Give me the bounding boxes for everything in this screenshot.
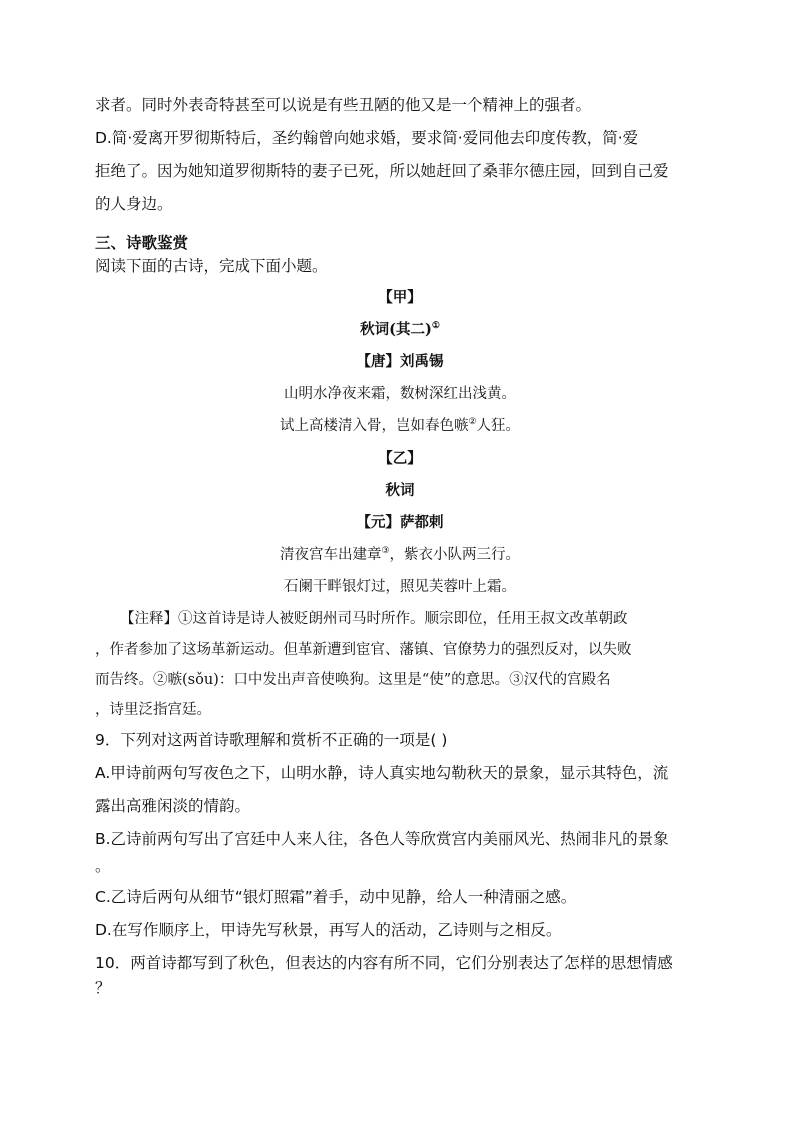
poem-b-marker: 【乙】 <box>378 450 422 467</box>
question-9-option-c: C.乙诗后两句从细节“银灯照霜”着手，动中见静，给人一种清丽之感。 <box>95 888 577 906</box>
option-d-line: D.简·爱离开罗彻斯特后，圣约翰曾向她求婚，要求简·爱同他去印度传教，简·爱 <box>95 129 639 147</box>
poem-b-author: 【元】萨都剌 <box>356 514 444 531</box>
footnote-mark: ③ <box>381 546 390 557</box>
poem-text: 清夜宫车出建章 <box>279 547 382 563</box>
poem-b-line: 石阑干畔银灯过，照见芙蓉叶上霜。 <box>284 579 516 595</box>
section-instruction: 阅读下面的古诗，完成下面小题。 <box>95 257 328 275</box>
poem-a-line: 山明水净夜来霜，数树深红出浅黄。 <box>284 386 516 402</box>
notes-line: ，诗里泛指宫廷。 <box>95 702 211 718</box>
notes-line: 而告终。②嗾(sǒu)：口中发出声音使唤狗。这里是“使”的意思。③汉代的宫殿名 <box>95 672 611 688</box>
question-10-line: 10．两首诗都写到了秋色，但表达的内容有所不同，它们分别表达了怎样的思想情感 <box>95 954 673 972</box>
question-9-stem: 9．下列对这两首诗歌理解和赏析不正确的一项是( ) <box>95 731 448 749</box>
option-d-line: 拒绝了。因为她知道罗彻斯特的妻子已死，所以她赶回了桑菲尔德庄园，回到自己爱 <box>95 162 669 180</box>
question-9-option-d: D.在写作顺序上，甲诗先写秋景，再写人的活动，乙诗则与之相反。 <box>95 921 562 939</box>
poem-a-title-text: 秋词(其二) <box>360 321 432 338</box>
poem-a-marker: 【甲】 <box>378 289 422 306</box>
poem-text: ，紫衣小队两三行。 <box>389 547 521 563</box>
question-9-option-a: A.甲诗前两句写夜色之下，山明水静，诗人真实地勾勒秋天的景象，显示其特色，流 <box>95 764 669 782</box>
passage-line: 求者。同时外表奇特甚至可以说是有些丑陋的他又是一个精神上的强者。 <box>95 96 592 114</box>
poem-a-line <box>95 416 705 436</box>
poem-text: 人狂。 <box>476 418 521 434</box>
poem-a-title <box>95 320 705 340</box>
section-title: 三、诗歌鉴赏 <box>95 234 189 252</box>
option-d-line: 的人身边。 <box>95 195 173 213</box>
notes-line: ，作者参加了这场革新运动。但革新遭到宦官、藩镇、官僚势力的强烈反对，以失败 <box>95 642 632 658</box>
question-9-option-b: 。 <box>95 857 111 875</box>
footnote-mark: ② <box>468 417 477 428</box>
poem-b-title: 秋词 <box>385 482 415 499</box>
poem-a-author: 【唐】刘禹锡 <box>356 353 444 370</box>
poem-text: 试上高楼清入骨，岂如春色嗾 <box>279 418 469 434</box>
footnote-mark: ① <box>431 321 440 332</box>
question-9-option-b: B.乙诗前两句写出了宫廷中人来人往，各色人等欣赏宫内美丽风光、热闹非凡的景象 <box>95 830 669 848</box>
notes-line: 【注释】①这首诗是诗人被贬朗州司马时所作。顺宗即位，任用王叔文改革朝政 <box>120 611 628 627</box>
poem-b-line <box>95 545 705 565</box>
question-10-line: ？ <box>95 979 111 997</box>
question-9-option-a: 露出高雅闲淡的情韵。 <box>95 797 251 815</box>
